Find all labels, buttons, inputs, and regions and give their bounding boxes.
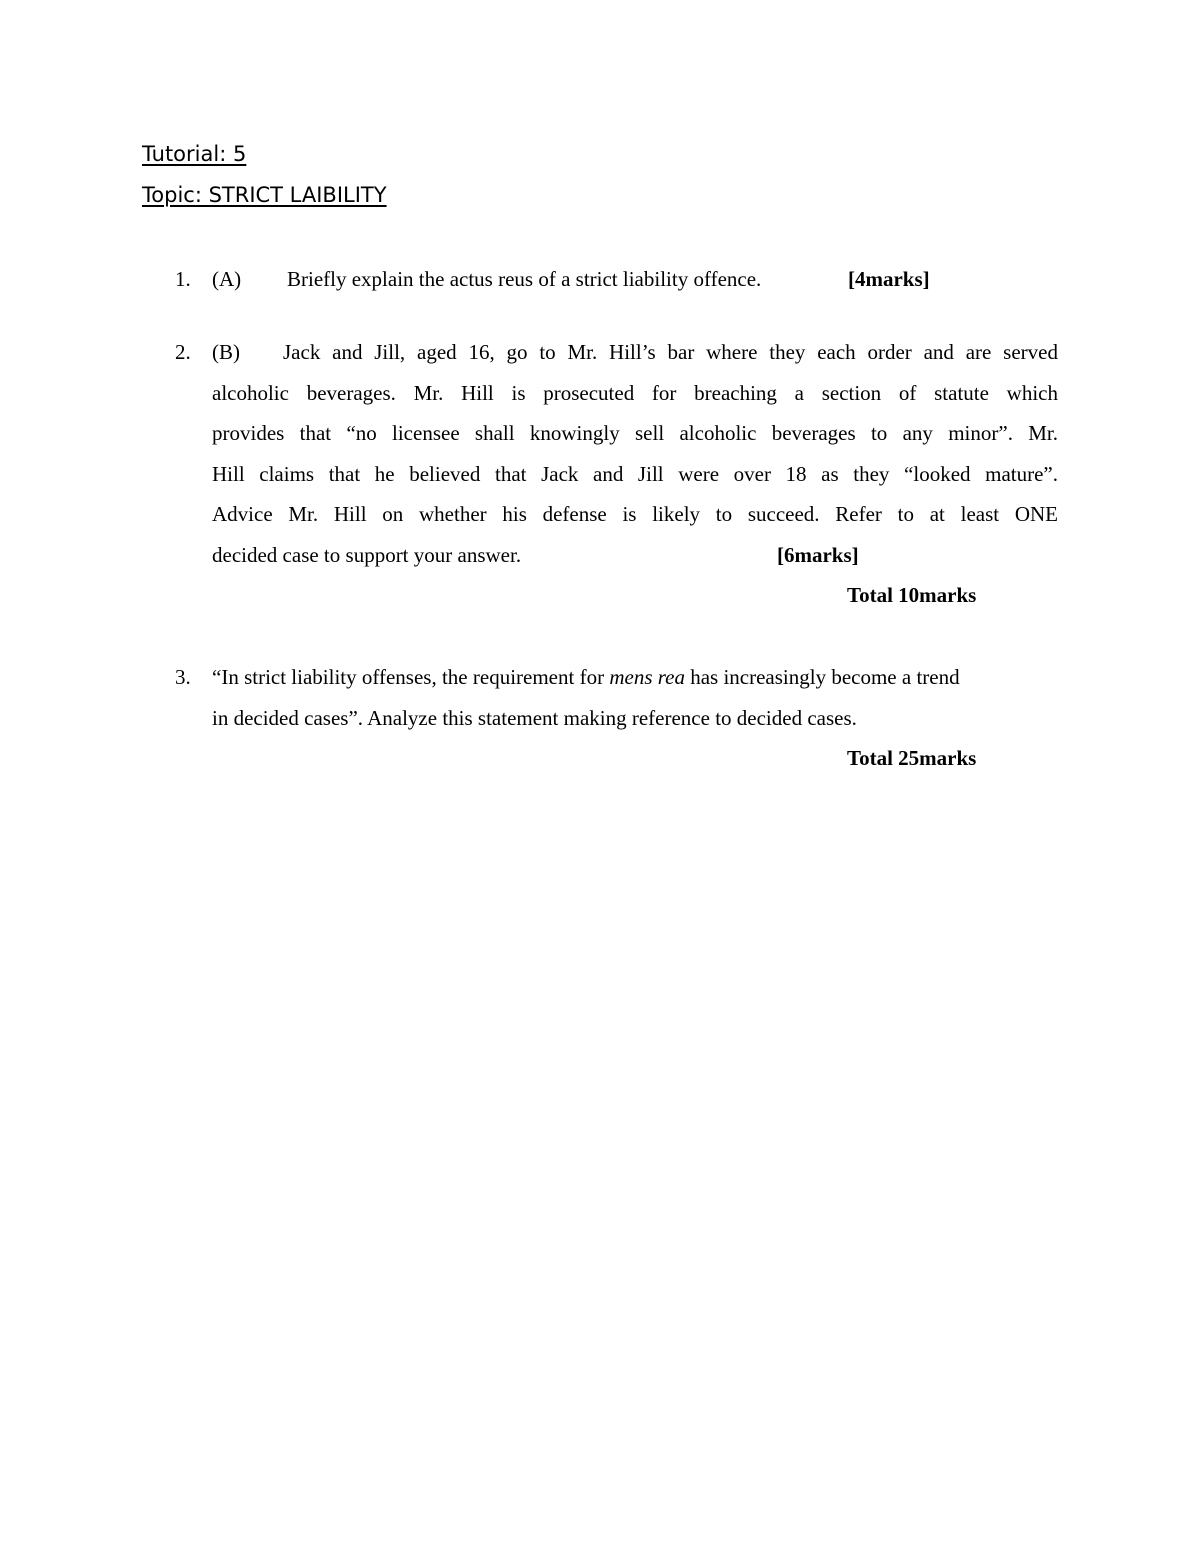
question-2-line-4: Hill claims that he believed that Jack and Jill were over 18 as they “looked mature”. — [212, 462, 1058, 486]
tutorial-heading: Tutorial: 5 — [142, 142, 247, 166]
question-1-label: (A) — [212, 267, 242, 291]
question-2-line-2: alcoholic beverages. Mr. Hill is prosecuted for breaching a section of statute which — [212, 381, 1058, 405]
question-2-line-6: decided case to support your answer. — [212, 543, 522, 567]
question-1-number: 1. — [175, 267, 191, 291]
question-3-total: Total 25marks — [847, 746, 977, 770]
topic-heading: Topic: STRICT LAIBILITY — [142, 183, 387, 207]
question-2-total: Total 10marks — [847, 583, 977, 607]
question-3-text-start: “In strict liability offenses, the requirement for — [212, 665, 610, 689]
question-2-number: 2. — [175, 340, 191, 364]
question-2-line-1: Jack and Jill, aged 16, go to Mr. Hill’s bar where they each order and are served — [283, 340, 1058, 364]
question-3-text-end: has increasingly become a trend — [684, 665, 960, 689]
question-3-italic-term: mens rea — [609, 665, 685, 689]
question-3-line-2: in decided cases”. Analyze this statement making reference to decided cases. — [212, 706, 857, 730]
question-3-number: 3. — [175, 665, 191, 689]
question-2-line-3: provides that “no licensee shall knowingly sell alcoholic beverages to any minor”. Mr. — [212, 421, 1058, 445]
question-2-line-5: Advice Mr. Hill on whether his defense is likely to succeed. Refer to at least ONE — [212, 502, 1058, 526]
question-1-marks: [4marks] — [848, 267, 930, 291]
question-2-label: (B) — [212, 340, 240, 364]
question-1-text: Briefly explain the actus reus of a strict liability offence. — [287, 267, 762, 291]
question-3-line-1 — [212, 657, 960, 698]
question-2-marks: [6marks] — [777, 543, 859, 567]
